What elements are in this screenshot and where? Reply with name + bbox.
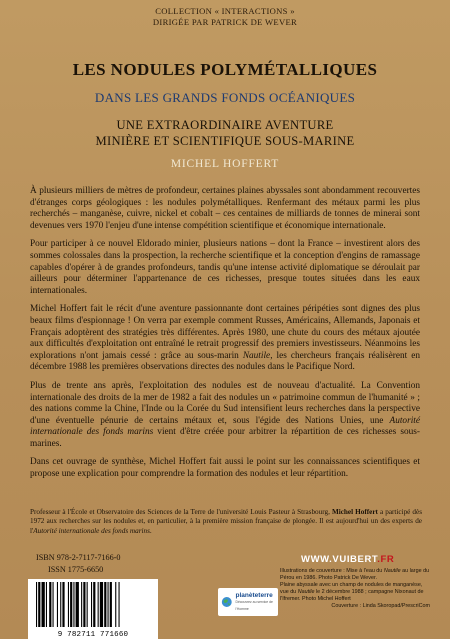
barcode-digits: 9 782711 771660 [28, 631, 158, 639]
barcode-bar [115, 582, 116, 627]
book-subtitle: DANS LES GRANDS FONDS OCÉANIQUES [94, 90, 356, 105]
bio-author-name: Michel Hoffert [331, 508, 378, 516]
barcode-bar [110, 582, 112, 627]
isbn-block [36, 552, 156, 576]
blurb-italic: Autorité internationale des fonds marins [30, 415, 420, 438]
bio-text: a participé dès 1972 aux recherches sur les nodules et, en particulier, à la première mission française de plongée. Il est aujourd'hui un des experts de l' [30, 508, 422, 535]
barcode-bar [36, 582, 37, 627]
credit-italic: Nautile [297, 589, 315, 595]
credit-text: Illustrations de couverture : Mise à l'eau du [280, 568, 384, 574]
barcode-bar [83, 582, 85, 627]
barcode-bar [104, 582, 106, 627]
barcode-bar [93, 582, 95, 627]
barcode-bar [62, 582, 64, 627]
globe-icon [221, 595, 233, 609]
credit-line-1 [280, 568, 430, 582]
credit-line-3: Couverture : Linda Skoropad/PrescriCom [331, 603, 430, 609]
blurb-text: vient d'être créée pour arbitrer la répartition de ces richesses sous-marines. [30, 427, 420, 449]
issn: ISSN 1775-6650 [48, 565, 104, 574]
isbn: ISBN 978-2-7117-7166-0 [36, 553, 121, 562]
book-title: LES NODULES POLYMÉTALLIQUES [72, 60, 378, 79]
tagline-line-1: UNE EXTRAORDINAIRE AVENTURE [116, 118, 334, 132]
barcode-bar [42, 582, 45, 627]
barcode-bar [49, 582, 51, 627]
barcode-bar [53, 582, 54, 627]
logo-tagline: Découvrez au service de l'Homme [235, 599, 273, 611]
barcode-bar [60, 582, 61, 627]
barcode-bar [73, 582, 74, 627]
credit-italic: Nautile [383, 568, 401, 574]
blurb-text: Plus de trente ans après, l'exploitation des nodules est de nouveau d'actualité. La Convention internationale des droits de la mer de 1982 a fait des nodules un « patrimoine commun de l'humanité » ; des nations comme la Chine, l'Inde ou la Corée du Sud intensifient leurs recherches dans la perspective d'une éventuelle pénurie de certains métaux et, sous l'égide des Nations Unies, une [30, 380, 420, 426]
barcode-bar [70, 582, 72, 627]
barcode-bar [46, 582, 47, 627]
blurb-paragraph-5: Dans cet ouvrage de synthèse, Michel Hoffert fait aussi le point sur les connaissances scientifiques et propose une explication pour comprendre la formation des nodules et leur répartition. [30, 457, 420, 480]
blurb-paragraph-3 [30, 304, 420, 374]
planeteterre-logo [218, 588, 278, 616]
blurb-paragraph-4 [30, 381, 420, 451]
barcode-bar [91, 582, 92, 627]
website-prefix: WWW. [301, 554, 333, 565]
barcode-bar [81, 582, 82, 627]
credit-text: le 2 décembre 1988 ; campagne Nixonaut de l'Ifremer. Photo Michel Hoffert [280, 589, 424, 602]
barcode-bar [98, 582, 99, 627]
barcode-bar [87, 582, 88, 627]
website-suffix: .FR [377, 554, 395, 565]
barcode-bar [76, 582, 79, 627]
blurb-paragraph-2: Pour participer à ce nouvel Eldorado minier, plusieurs nations – dont la France – investirent alors des sommes colossales dans la prospection, la recherche scientifique et la conception d'engins de ramassage capables d'opérer à de grandes profondeurs, tandis qu'une intense activité diplomatique se déroulait par ailleurs pour déterminer l'appartenance de ces richesses, presque toutes situées dans les eaux internationales. [30, 239, 420, 296]
blurb-text: Michel Hoffert fait le récit d'une aventure passionnante dont certaines péripéties sont dignes des plus beaux films d'espionnage ! On verra par exemple comment Russes, Américains, Allemands, Japonais et Français adoptèrent des stratégies très différentes. Après 1980, une chute du cours des métaux ajoutée aux difficultés d'exploitation ont entraîné le retrait progressif des premiers investisseurs. Néanmoins les explorations n'ont jamais cessé : grâce au sous-marin [30, 304, 420, 361]
blurb-italic: Nautile [242, 350, 271, 361]
book-tagline [0, 117, 450, 149]
barcode-bar [38, 582, 40, 627]
blurb [30, 186, 420, 488]
barcode-bar [57, 582, 58, 627]
credit-text: au large du Pérou en 1986. Photo Patrick De Wever. [280, 568, 430, 581]
bio-text: . [149, 526, 152, 535]
publisher-name: VUIBERT [332, 554, 378, 565]
blurb-text: , les chercheurs français réalisèrent en décembre 1988 les premières observations directes des nodules dans le Pacifique Nord. [30, 350, 420, 373]
collection-director: DIRIGÉE PAR PATRICK DE WEVER [152, 17, 298, 27]
barcode-bars [28, 579, 158, 629]
collection-name: COLLECTION « INTERACTIONS » [155, 6, 295, 16]
barcode-bar [68, 582, 69, 627]
author-bio [30, 508, 422, 536]
publisher-website[interactable] [301, 554, 394, 565]
barcode [28, 579, 158, 639]
barcode-bar [119, 582, 120, 627]
logo-name: planèteterre [235, 591, 273, 599]
credit-text: Plaine abyssale avec un champ de nodules de manganèse, vue du [280, 582, 423, 595]
bio-text: Professeur à l'École et Observatoire des Sciences de la Terre de l'université Louis Pasteur à Strasbourg, [30, 508, 332, 516]
credit-line-2 [280, 582, 430, 603]
author-name: MICHEL HOFFERT [170, 158, 280, 170]
tagline-line-2: MINIÈRE ET SCIENTIFIQUE SOUS-MARINE [95, 134, 355, 148]
blurb-paragraph-1: À plusieurs milliers de mètres de profondeur, certaines plaines abyssales sont abondamment recouvertes d'étranges corps géologiques : les nodules polymétalliques. Renfermant des métaux parmi les plus recherchés – manganèse, cuivre, nickel et cobalt – ces centaines de milliards de tonnes de minerai sont devenues vers 1970 l'enjeu d'une intense compétition scientifique et économique internationale. [30, 186, 420, 231]
barcode-bar [108, 582, 109, 627]
cover-credits [280, 568, 430, 610]
barcode-bar [100, 582, 103, 627]
bio-italic: Autorité internationale des fonds marins [33, 526, 150, 535]
collection-header [0, 6, 450, 28]
